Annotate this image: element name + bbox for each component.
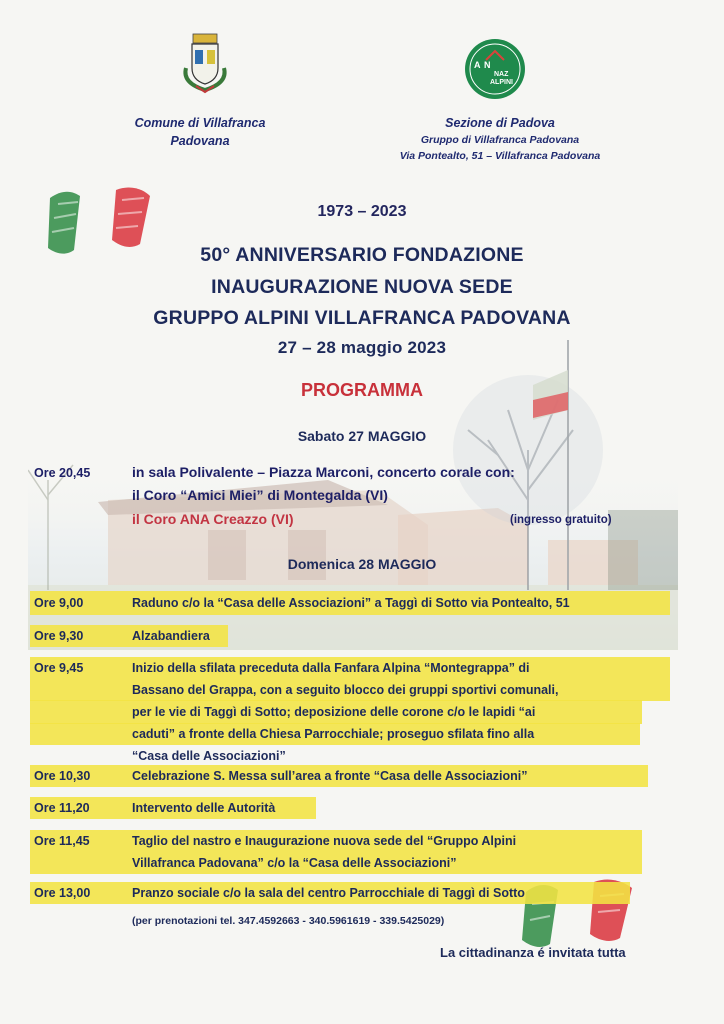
- event-description: [132, 657, 558, 767]
- saturday-line-1: in sala Polivalente – Piazza Marconi, concerto corale con:: [132, 464, 515, 480]
- event-time: Ore 9,30: [34, 629, 84, 643]
- ana-logo-letter-a: A: [474, 60, 481, 70]
- saturday-free-entry-note: (ingresso gratuito): [510, 514, 612, 526]
- comune-header: [100, 114, 300, 150]
- ana-logo-letter-n: N: [484, 60, 491, 70]
- saturday-line-2: il Coro “Amici Miei” di Montegalda (VI): [132, 487, 388, 503]
- event-line: Inizio della sfilata preceduta dalla Fanfara Alpina “Montegrappa” di: [132, 661, 530, 675]
- event-time: Ore 11,45: [34, 834, 90, 848]
- event-description: [132, 882, 525, 904]
- comune-coat-of-arms-icon: [178, 28, 232, 94]
- saturday-line-3: il Coro ANA Creazzo (VI): [132, 511, 294, 527]
- event-time: Ore 9,00: [34, 596, 84, 610]
- comune-line-2: Padovana: [170, 134, 230, 148]
- event-line: Villafranca Padovana” c/o la “Casa delle Associazioni”: [132, 856, 457, 870]
- event-line: per le vie di Taggì di Sotto; deposizione delle corone c/o le lapidi “ai: [132, 705, 536, 719]
- booking-contacts: (per prenotazioni tel. 347.4592663 - 340.5961619 - 339.5425029): [132, 915, 445, 927]
- event-line: Bassano del Grappa, con a seguito blocco dei gruppi sportivi comunali,: [132, 683, 559, 697]
- event-line: Taglio del nastro e Inaugurazione nuova sede del “Gruppo Alpini: [132, 834, 517, 848]
- event-line: Pranzo sociale c/o la sala del centro Parrocchiale di Taggì di Sotto: [132, 886, 525, 900]
- event-line: Celebrazione S. Messa sull’area a fronte “Casa delle Associazioni”: [132, 769, 528, 783]
- sezione-title: Sezione di Padova: [445, 116, 555, 130]
- event-description: [132, 625, 210, 647]
- event-dates: 27 – 28 maggio 2023: [277, 338, 447, 357]
- event-line: Alzabandiera: [132, 629, 210, 643]
- anniversary-years: 1973 – 2023: [317, 203, 407, 220]
- title-line-1: 50° ANNIVERSARIO FONDAZIONE: [200, 244, 524, 266]
- sezione-line-2: Via Pontealto, 51 – Villafranca Padovana: [399, 150, 601, 162]
- ana-alpini-logo-icon: [464, 38, 526, 100]
- ana-logo-naz: NAZ: [494, 71, 509, 78]
- closing-invitation: La cittadinanza é invitata tutta: [440, 945, 626, 960]
- event-line: “Casa delle Associazioni”: [132, 749, 286, 763]
- title-line-2: INAUGURAZIONE NUOVA SEDE: [211, 276, 513, 298]
- event-time: Ore 13,00: [34, 886, 91, 900]
- saturday-heading: Sabato 27 MAGGIO: [297, 428, 427, 444]
- event-line: Raduno c/o la “Casa delle Associazioni” a Taggì di Sotto via Pontealto, 51: [132, 596, 570, 610]
- event-description: [132, 797, 275, 819]
- event-line: caduti” a fronte della Chiesa Parrocchiale; proseguo sfilata fino alla: [132, 727, 535, 741]
- saturday-time: Ore 20,45: [34, 466, 91, 480]
- sezione-header: [370, 114, 630, 164]
- event-time: Ore 10,30: [34, 769, 91, 783]
- event-line: Intervento delle Autorità: [132, 801, 276, 815]
- event-description: [132, 830, 516, 874]
- title-line-3: GRUPPO ALPINI VILLAFRANCA PADOVANA: [153, 307, 571, 329]
- sunday-heading: Domenica 28 MAGGIO: [287, 556, 437, 572]
- event-description: [132, 592, 570, 614]
- comune-line-1: Comune di Villafranca: [134, 116, 266, 130]
- ana-logo-alpini: ALPINI: [490, 79, 513, 86]
- event-time: Ore 11,20: [34, 801, 90, 815]
- programma-heading: PROGRAMMA: [301, 380, 423, 400]
- sezione-line-1: Gruppo di Villafranca Padovana: [420, 134, 580, 146]
- event-time: Ore 9,45: [34, 661, 84, 675]
- event-description: [132, 765, 528, 787]
